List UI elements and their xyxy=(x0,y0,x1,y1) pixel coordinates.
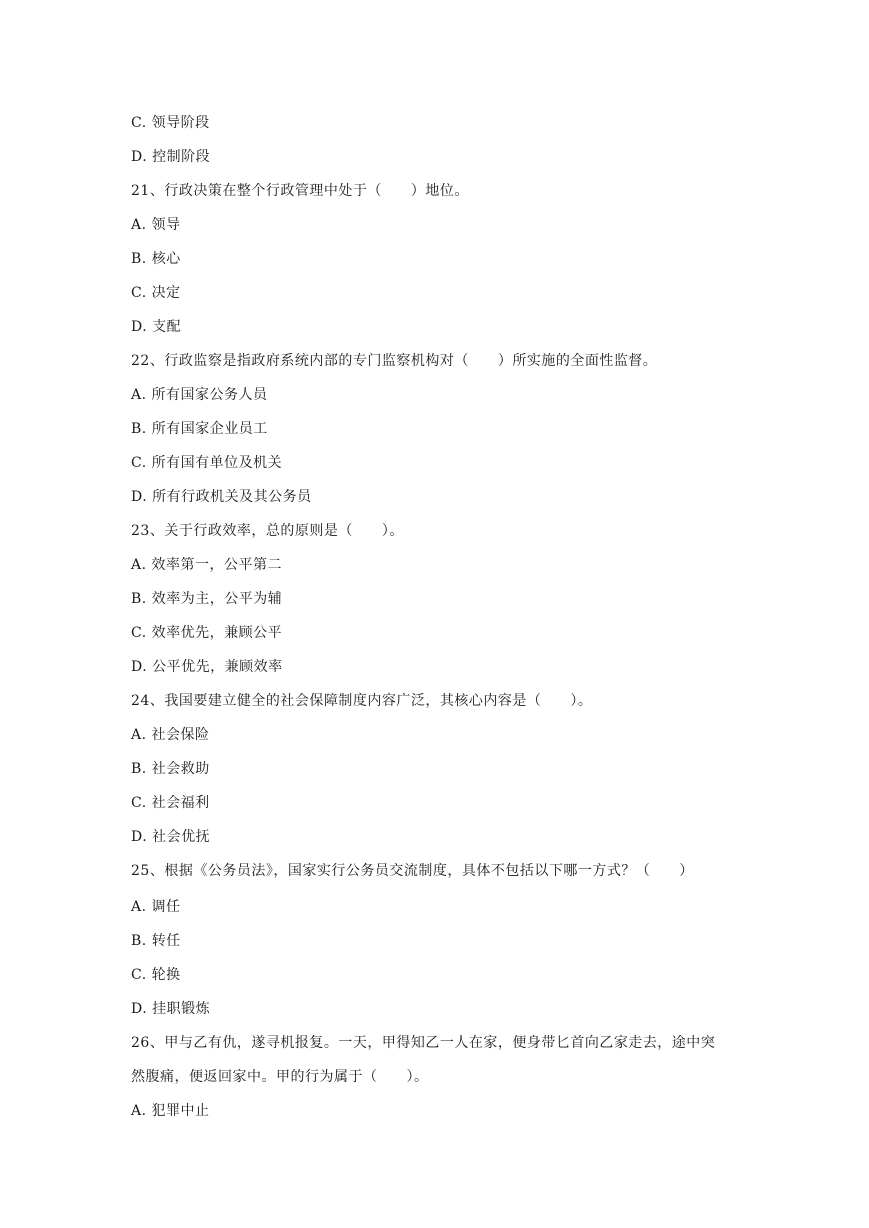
option-a-q25: A. 调任 xyxy=(131,899,181,915)
question-24: 24、我国要建立健全的社会保障制度内容广泛，其核心内容是（ ）。 xyxy=(131,693,593,709)
option-a-q21: A. 领导 xyxy=(131,217,181,233)
option-d-q21: D. 支配 xyxy=(131,319,182,335)
option-b-q24: B. 社会救助 xyxy=(131,761,210,777)
option-a-q24: A. 社会保险 xyxy=(131,727,210,743)
option-c-q20: C. 领导阶段 xyxy=(131,115,210,131)
option-c-q23: C. 效率优先，兼顾公平 xyxy=(131,625,283,641)
option-b-q23: B. 效率为主，公平为辅 xyxy=(131,591,283,607)
question-26-line-2: 然腹痛，便返回家中。甲的行为属于（ ）。 xyxy=(131,1069,429,1085)
question-23: 23、关于行政效率，总的原则是（ ）。 xyxy=(131,523,404,539)
option-d-q24: D. 社会优抚 xyxy=(131,829,211,845)
option-d-q22: D. 所有行政机关及其公务员 xyxy=(131,489,312,505)
option-b-q25: B. 转任 xyxy=(131,933,181,949)
option-b-q22: B. 所有国家企业员工 xyxy=(131,421,268,437)
question-26-line-1: 26、甲与乙有仇，遂寻机报复。一天，甲得知乙一人在家，便身带匕首向乙家走去，途中突 xyxy=(131,1035,716,1051)
question-21: 21、行政决策在整个行政管理中处于（ ）地位。 xyxy=(131,183,469,199)
option-d-q23: D. 公平优先，兼顾效率 xyxy=(131,659,283,675)
question-25: 25、根据《公务员法》，国家实行公务员交流制度，具体不包括以下哪一方式？（ ） xyxy=(131,863,694,879)
option-c-q22: C. 所有国有单位及机关 xyxy=(131,455,283,471)
option-a-q23: A. 效率第一，公平第二 xyxy=(131,557,283,573)
question-22: 22、行政监察是指政府系统内部的专门监察机构对（ ）所实施的全面性监督。 xyxy=(131,353,658,369)
option-d-q25: D. 挂职锻炼 xyxy=(131,1001,211,1017)
option-d-q20: D. 控制阶段 xyxy=(131,149,211,165)
option-a-q26: A. 犯罪中止 xyxy=(131,1103,210,1119)
option-a-q22: A. 所有国家公务人员 xyxy=(131,387,268,403)
option-c-q25: C. 轮换 xyxy=(131,967,181,983)
option-b-q21: B. 核心 xyxy=(131,251,181,267)
option-c-q24: C. 社会福利 xyxy=(131,795,210,811)
option-c-q21: C. 决定 xyxy=(131,285,181,301)
